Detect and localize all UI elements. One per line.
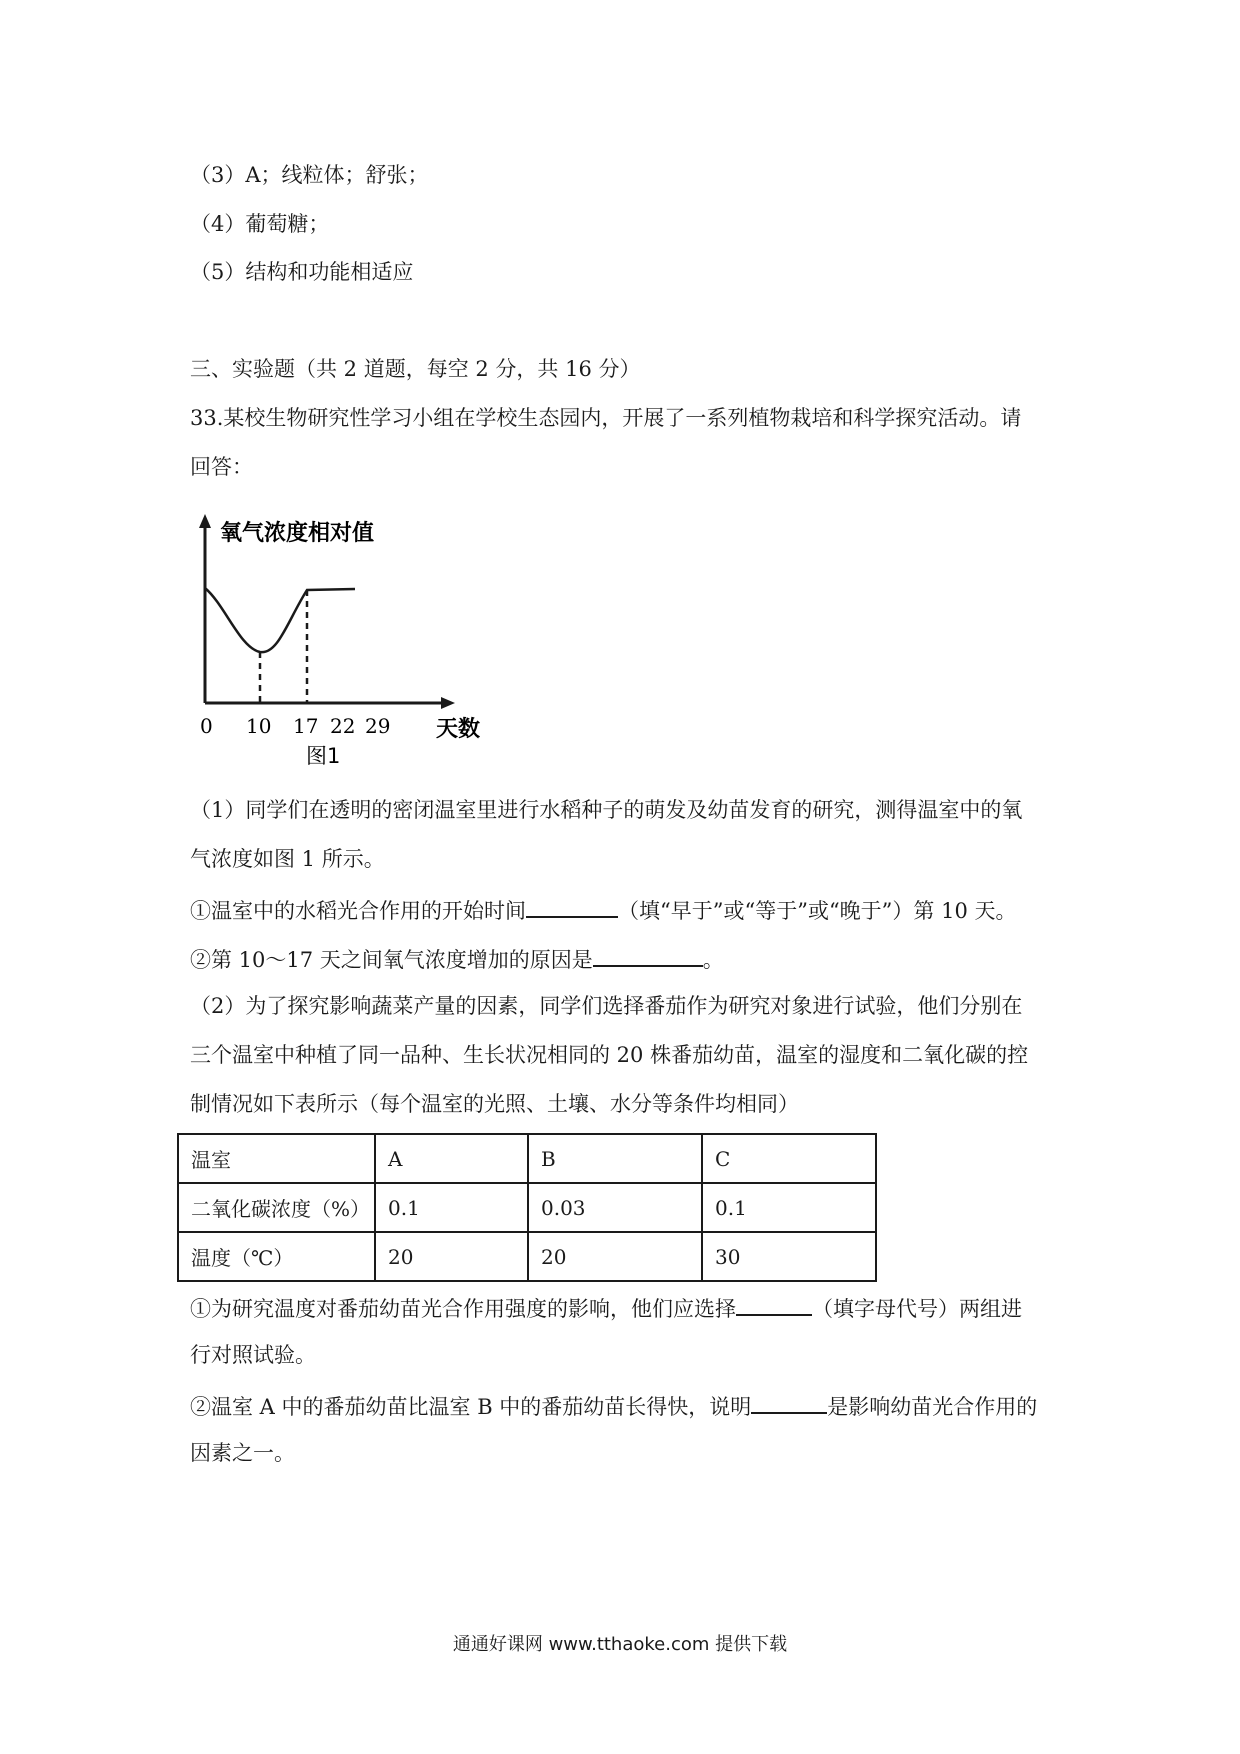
part2-line3: 制情况如下表所示（每个温室的光照、土壤、水分等条件均相同） <box>190 1092 799 1116</box>
tick-22: 22 <box>330 714 356 738</box>
y-axis-label: 氧气浓度相对值 <box>220 521 375 546</box>
part2-question2 <box>190 1390 1037 1421</box>
part2-line2: 三个温室中种植了同一品种、生长状况相同的 20 株番茄幼苗，温室的湿度和二氧化碳的控 <box>190 1043 1029 1067</box>
section-header: 三、实验题（共 2 道题，每空 2 分，共 16 分） <box>190 357 641 381</box>
q33-stem-line2: 回答： <box>190 455 253 479</box>
table-cell: A <box>375 1134 528 1183</box>
part2-q1-text-after: （填字母代号）两组进 <box>812 1297 1022 1321</box>
part2-q2-line2: 因素之一。 <box>190 1441 295 1465</box>
part1-line2: 气浓度如图 1 所示。 <box>190 847 385 871</box>
table-cell: C <box>702 1134 876 1183</box>
table-cell: 温室 <box>178 1134 375 1183</box>
table-cell: 20 <box>528 1232 702 1281</box>
table-cell: 20 <box>375 1232 528 1281</box>
footer-watermark: 通通好课网 www.tthaoke.com 提供下载 <box>452 1634 788 1655</box>
part1-question2 <box>190 943 724 974</box>
part2-q1-text-before: ①为研究温度对番茄幼苗光合作用强度的影响，他们应选择 <box>190 1297 736 1321</box>
q33-stem-line1: 33.某校生物研究性学习小组在学校生态园内，开展了一系列植物栽培和科学探究活动。请 <box>190 406 1022 430</box>
part1-line1: （1）同学们在透明的密闭温室里进行水稻种子的萌发及幼苗发育的研究，测得温室中的氧 <box>190 798 1023 822</box>
answer-blank-2[interactable] <box>593 943 703 967</box>
part2-question1 <box>190 1292 1022 1323</box>
table-cell: 30 <box>702 1232 876 1281</box>
x-axis-arrow <box>441 697 455 709</box>
part1-q2-text-before: ②第 10～17 天之间氧气浓度增加的原因是 <box>190 948 593 972</box>
figure-caption: 图1 <box>306 744 341 768</box>
part2-line1: （2）为了探究影响蔬菜产量的因素，同学们选择番茄作为研究对象进行试验，他们分别在 <box>190 994 1023 1018</box>
answer-4: （4）葡萄糖； <box>190 212 330 236</box>
part1-q1-text-after: （填“早于”或“等于”或“晚于”）第 10 天。 <box>618 899 1017 923</box>
part2-q2-text-after: 是影响幼苗光合作用的 <box>827 1395 1038 1419</box>
tick-29: 29 <box>365 714 391 738</box>
table-cell: 0.03 <box>528 1183 702 1232</box>
answer-blank-4[interactable] <box>751 1390 827 1414</box>
greenhouse-table <box>177 1133 877 1282</box>
answer-blank-1[interactable] <box>526 894 618 918</box>
answer-5: （5）结构和功能相适应 <box>190 260 414 284</box>
part1-q1-text-before: ①温室中的水稻光合作用的开始时间 <box>190 899 526 923</box>
table-cell: 温度（℃） <box>178 1232 375 1281</box>
table-row <box>178 1134 876 1183</box>
table-row <box>178 1183 876 1232</box>
table-row <box>178 1232 876 1281</box>
part2-q1-line2: 行对照试验。 <box>190 1343 316 1367</box>
part2-q2-text-before: ②温室 A 中的番茄幼苗比温室 B 中的番茄幼苗长得快，说明 <box>190 1395 752 1419</box>
oxygen-curve <box>205 588 355 652</box>
tick-0: 0 <box>200 714 213 738</box>
y-axis-arrow <box>199 514 211 528</box>
figure-1-oxygen-chart <box>190 510 520 770</box>
table-cell: 0.1 <box>702 1183 876 1232</box>
answer-3: （3）A；线粒体；舒张； <box>190 163 429 187</box>
part1-q2-text-after: 。 <box>702 948 724 972</box>
part1-question1 <box>190 894 1017 925</box>
table-cell: B <box>528 1134 702 1183</box>
tick-10: 10 <box>246 714 272 738</box>
tick-17: 17 <box>293 714 319 738</box>
table-cell: 0.1 <box>375 1183 528 1232</box>
answer-blank-3[interactable] <box>736 1292 812 1316</box>
x-axis-label: 天数 <box>436 717 481 742</box>
table-cell: 二氧化碳浓度（%） <box>178 1183 375 1232</box>
